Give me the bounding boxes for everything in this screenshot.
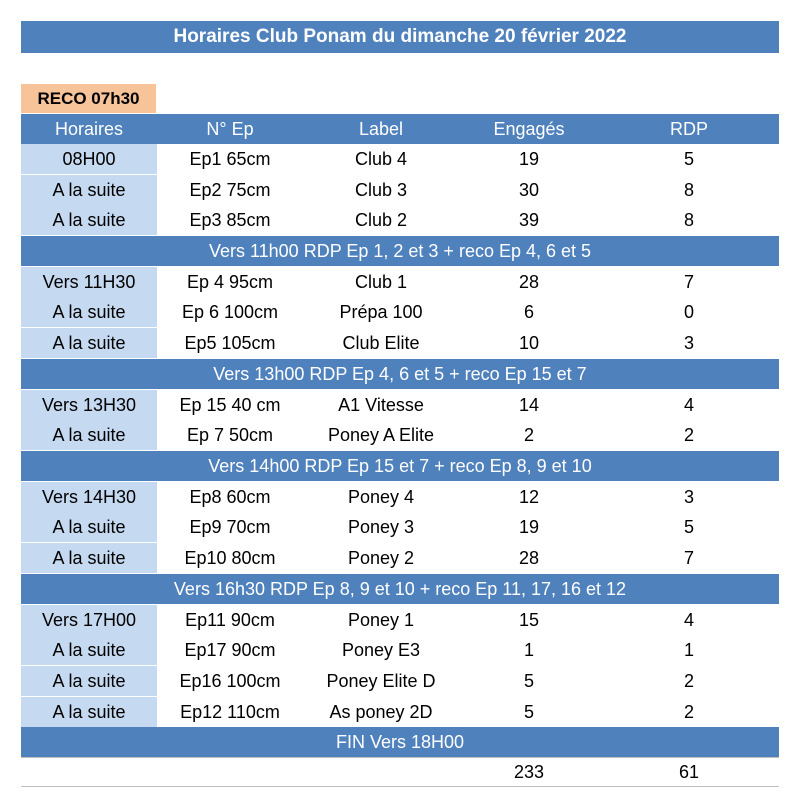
cell-engages: 19 bbox=[518, 148, 540, 169]
cell-horaire: A la suite bbox=[21, 205, 157, 235]
total-rdp: 61 bbox=[678, 761, 700, 782]
table-row bbox=[21, 420, 779, 450]
cell-engages: 14 bbox=[518, 394, 540, 415]
total-engages: 233 bbox=[513, 761, 545, 782]
table-row bbox=[21, 175, 779, 205]
cell-epreuve: Ep5 105cm bbox=[184, 332, 276, 353]
cell-rdp: 2 bbox=[683, 670, 694, 691]
cell-label: A1 Vitesse bbox=[338, 394, 424, 415]
cell-horaire: A la suite bbox=[21, 512, 157, 542]
cell-rdp: 8 bbox=[683, 209, 694, 230]
cell-horaire: 08H00 bbox=[21, 144, 157, 174]
cell-rdp: 7 bbox=[683, 547, 694, 568]
table-row bbox=[21, 328, 779, 358]
cell-epreuve: Ep 15 40 cm bbox=[179, 394, 281, 415]
cell-label: Poney E3 bbox=[341, 639, 421, 660]
separator-text: Vers 14h00 RDP Ep 15 et 7 + reco Ep 8, 9 et 10 bbox=[208, 455, 592, 476]
cell-label: Prépa 100 bbox=[339, 301, 423, 322]
cell-horaire: A la suite bbox=[21, 697, 157, 727]
header-engages: Engagés bbox=[493, 118, 565, 139]
cell-engages: 28 bbox=[518, 547, 540, 568]
separator-text: Vers 11h00 RDP Ep 1, 2 et 3 + reco Ep 4, 6 et 5 bbox=[208, 240, 592, 261]
cell-engages: 19 bbox=[518, 516, 540, 537]
cell-epreuve: Ep2 75cm bbox=[189, 179, 271, 200]
cell-epreuve: Ep10 80cm bbox=[184, 547, 276, 568]
cell-horaire: Vers 13H30 bbox=[21, 390, 157, 420]
cell-engages: 30 bbox=[518, 179, 540, 200]
table-row bbox=[21, 512, 779, 542]
cell-engages: 5 bbox=[523, 670, 534, 691]
cell-rdp: 1 bbox=[683, 639, 694, 660]
table-row bbox=[21, 543, 779, 573]
cell-engages: 6 bbox=[523, 301, 534, 322]
cell-label: Poney 3 bbox=[347, 516, 415, 537]
cell-epreuve: Ep11 90cm bbox=[185, 609, 275, 630]
table-row bbox=[21, 390, 779, 420]
header-ep: N° Ep bbox=[206, 118, 254, 139]
cell-label: Poney 1 bbox=[347, 609, 415, 630]
cell-label: Club Elite bbox=[342, 332, 420, 353]
cell-horaire: A la suite bbox=[21, 543, 157, 573]
cell-epreuve: Ep1 65cm bbox=[189, 148, 271, 169]
cell-rdp: 5 bbox=[683, 516, 694, 537]
cell-rdp: 8 bbox=[683, 179, 694, 200]
cell-horaire: A la suite bbox=[21, 328, 157, 358]
reco-label: RECO 07h30 bbox=[21, 84, 156, 113]
table-row bbox=[21, 297, 779, 327]
cell-horaire: A la suite bbox=[21, 175, 157, 205]
cell-label: Club 3 bbox=[354, 179, 408, 200]
cell-label: Poney 2 bbox=[347, 547, 415, 568]
section-separator bbox=[21, 574, 779, 604]
table-row bbox=[21, 605, 779, 635]
cell-label: Club 2 bbox=[354, 209, 408, 230]
table-row bbox=[21, 697, 779, 727]
cell-horaire: A la suite bbox=[21, 666, 157, 696]
cell-engages: 39 bbox=[518, 209, 540, 230]
cell-epreuve: Ep 6 100cm bbox=[181, 301, 279, 322]
cell-engages: 12 bbox=[518, 486, 540, 507]
cell-rdp: 3 bbox=[683, 486, 694, 507]
cell-engages: 10 bbox=[518, 332, 540, 353]
cell-rdp: 4 bbox=[683, 394, 694, 415]
table-row bbox=[21, 144, 779, 174]
cell-engages: 5 bbox=[523, 701, 534, 722]
section-separator bbox=[21, 359, 779, 389]
cell-horaire: A la suite bbox=[21, 297, 157, 327]
cell-label: Club 1 bbox=[354, 271, 408, 292]
table-row bbox=[21, 267, 779, 297]
separator-text: Vers 16h30 RDP Ep 8, 9 et 10 + reco Ep 11, 17, 16 et 12 bbox=[173, 578, 627, 599]
totals-row bbox=[21, 757, 779, 787]
table-row bbox=[21, 666, 779, 696]
header-horaires: Horaires bbox=[54, 118, 124, 139]
separator-text: FIN Vers 18H00 bbox=[335, 731, 465, 752]
cell-engages: 2 bbox=[523, 424, 534, 445]
cell-horaire: Vers 14H30 bbox=[21, 482, 157, 512]
cell-epreuve: Ep8 60cm bbox=[189, 486, 271, 507]
cell-label: Poney 4 bbox=[347, 486, 415, 507]
cell-epreuve: Ep 4 95cm bbox=[186, 271, 274, 292]
cell-rdp: 2 bbox=[683, 701, 694, 722]
cell-label: Poney A Elite bbox=[327, 424, 435, 445]
cell-epreuve: Ep12 110cm bbox=[180, 701, 280, 722]
cell-epreuve: Ep3 85cm bbox=[189, 209, 271, 230]
cell-epreuve: Ep16 100cm bbox=[179, 670, 281, 691]
cell-horaire: A la suite bbox=[21, 420, 157, 450]
cell-label: As poney 2D bbox=[329, 701, 433, 722]
separator-text: Vers 13h00 RDP Ep 4, 6 et 5 + reco Ep 15 et 7 bbox=[213, 363, 587, 384]
cell-rdp: 7 bbox=[683, 271, 694, 292]
cell-horaire: Vers 17H00 bbox=[21, 605, 157, 635]
table-row bbox=[21, 635, 779, 665]
cell-rdp: 0 bbox=[683, 301, 694, 322]
page-title: Horaires Club Ponam du dimanche 20 février 2022 bbox=[21, 21, 779, 53]
cell-label: Club 4 bbox=[354, 148, 408, 169]
cell-label: Poney Elite D bbox=[326, 670, 436, 691]
cell-epreuve: Ep9 70cm bbox=[189, 516, 271, 537]
cell-epreuve: Ep17 90cm bbox=[184, 639, 276, 660]
cell-engages: 15 bbox=[518, 609, 540, 630]
cell-rdp: 5 bbox=[683, 148, 694, 169]
cell-horaire: A la suite bbox=[21, 635, 157, 665]
header-label: Label bbox=[358, 118, 404, 139]
table-row bbox=[21, 482, 779, 512]
header-rdp: RDP bbox=[669, 118, 708, 139]
section-separator bbox=[21, 451, 779, 481]
section-separator bbox=[21, 236, 779, 266]
cell-rdp: 4 bbox=[683, 609, 694, 630]
cell-engages: 28 bbox=[518, 271, 540, 292]
table-row bbox=[21, 205, 779, 235]
cell-rdp: 3 bbox=[683, 332, 694, 353]
section-separator bbox=[21, 727, 779, 757]
cell-rdp: 2 bbox=[683, 424, 694, 445]
cell-horaire: Vers 11H30 bbox=[21, 267, 157, 297]
table-header bbox=[21, 114, 779, 144]
cell-epreuve: Ep 7 50cm bbox=[186, 424, 274, 445]
cell-engages: 1 bbox=[523, 639, 534, 660]
